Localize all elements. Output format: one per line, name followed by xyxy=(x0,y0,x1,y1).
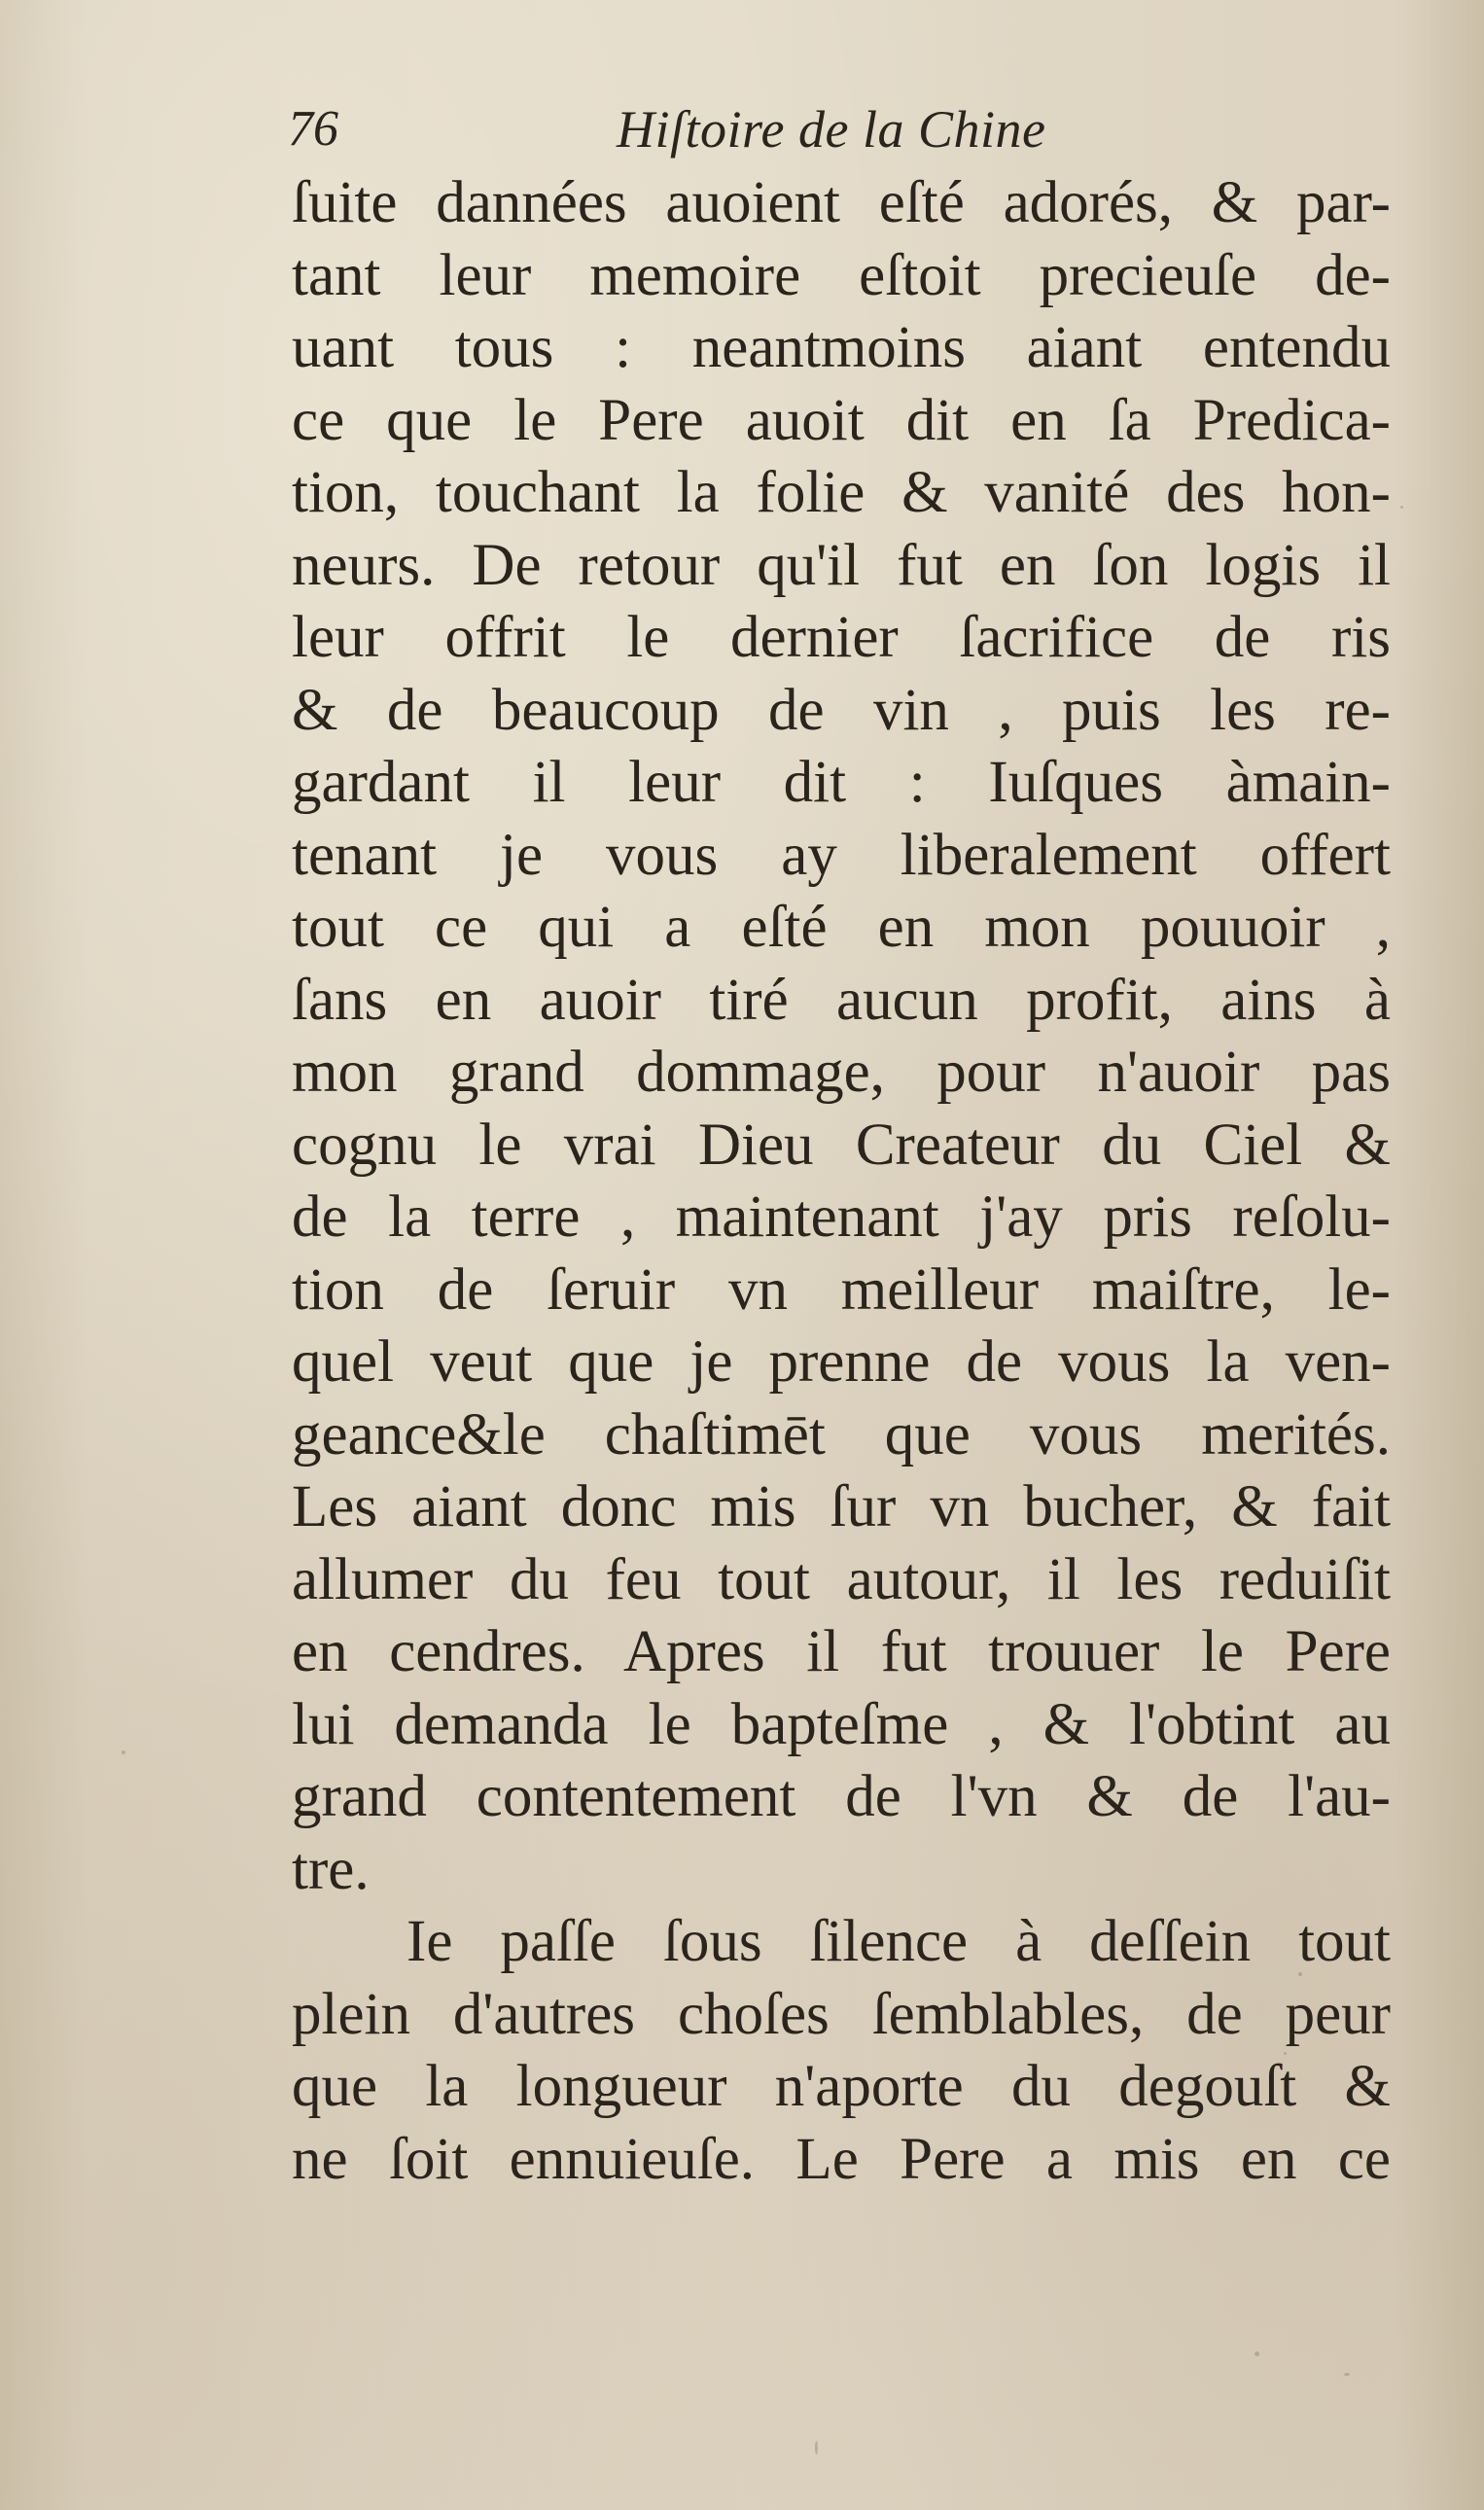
body-text xyxy=(292,167,1391,2196)
text-line: neurs. De retour qu'il fut en ſon logis il xyxy=(292,532,1391,598)
text-line: grand contentement de l'vn & de l'au- xyxy=(292,1764,1391,1829)
text-line: tion, touchant la folie & vanité des hon- xyxy=(292,460,1391,525)
paper-speck xyxy=(1400,506,1403,509)
text-line: ne ſoit ennuieuſe. Le Pere a mis en ce xyxy=(292,2126,1391,2192)
text-line: ſuite dannées auoient eſté adorés, & par- xyxy=(292,170,1391,235)
text-line: tre. xyxy=(292,1836,370,1902)
paper-speck xyxy=(1344,2373,1350,2376)
paper-speck xyxy=(815,2441,818,2455)
page-number: 76 xyxy=(288,101,338,157)
running-head: Hiſtoire de la Chine xyxy=(617,100,1046,159)
text-line: tenant je vous ay liberalement offert xyxy=(292,822,1391,888)
text-line: de la terre , maintenant j'ay pris reſolu- xyxy=(292,1184,1391,1250)
text-line: mon grand dommage, pour n'auoir pas xyxy=(292,1040,1391,1105)
text-line: quel veut que je prenne de vous la ven- xyxy=(292,1329,1391,1395)
paper-speck xyxy=(122,1750,125,1754)
text-line: que la longueur n'aporte du degouſt & xyxy=(292,2054,1391,2119)
text-line: en cendres. Apres il fut trouuer le Pere xyxy=(292,1619,1391,1684)
text-line: lui demanda le bapteſme , & l'obtint au xyxy=(292,1691,1391,1757)
text-line: Les aiant donc mis ſur vn bucher, & fait xyxy=(292,1474,1391,1539)
text-line: gardant il leur dit : Iuſques àmain- xyxy=(292,750,1391,815)
page-header xyxy=(288,95,1387,163)
text-line: allumer du feu tout autour, il les reduiſit xyxy=(292,1546,1391,1612)
text-line: cognu le vrai Dieu Createur du Ciel & xyxy=(292,1112,1391,1178)
text-line: tant leur memoire eſtoit precieuſe de- xyxy=(292,242,1391,308)
text-line: uant tous : neantmoins aiant entendu xyxy=(292,315,1391,380)
text-line: tout ce qui a eſté en mon pouuoir , xyxy=(292,895,1391,960)
paper-speck xyxy=(1298,1972,1302,1976)
text-line: leur offrit le dernier ſacrifice de ris xyxy=(292,605,1391,670)
paper-speck xyxy=(1254,2351,1259,2356)
text-line: ſans en auoir tiré aucun profit, ains à xyxy=(292,967,1391,1033)
text-line: & de beaucoup de vin , puis les re- xyxy=(292,677,1391,743)
text-line: plein d'autres choſes ſemblables, de peur xyxy=(292,1981,1391,2047)
paper-speck xyxy=(1284,2052,1287,2055)
text-line: tion de ſeruir vn meilleur maiſtre, le- xyxy=(292,1256,1391,1323)
text-line: Ie paſſe ſous ſilence à deſſein tout xyxy=(406,1909,1391,1974)
text-line: ce que le Pere auoit dit en ſa Predica- xyxy=(292,387,1391,453)
text-line: geance&le chaſtimēt que vous merités. xyxy=(292,1401,1391,1467)
